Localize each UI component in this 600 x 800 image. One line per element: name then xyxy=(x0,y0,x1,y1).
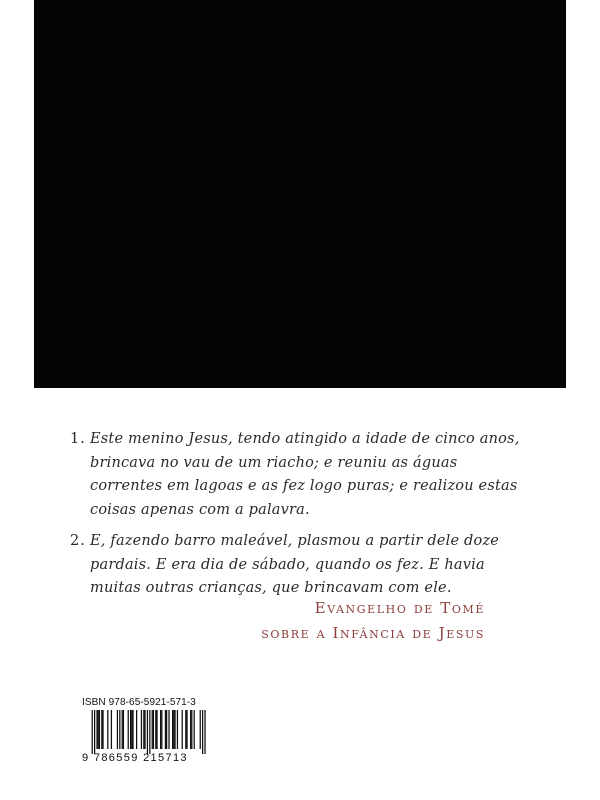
barcode-bar xyxy=(185,710,186,749)
barcode-bar xyxy=(111,710,112,749)
barcode-bar xyxy=(174,710,175,749)
barcode-bar xyxy=(200,710,201,749)
barcode-bar xyxy=(172,710,173,749)
barcode-bar xyxy=(194,710,195,749)
barcode-bar xyxy=(173,710,174,749)
verse-text: E, fazendo barro maleável, plasmou a partir dele doze pardais. E era dia de sábado, quando os fez. E havia muitas outras crianças, que brincavam com ele. xyxy=(90,533,500,596)
barcode-bar xyxy=(204,710,205,754)
verse-item xyxy=(70,428,530,522)
barcode-bar xyxy=(152,710,153,749)
barcode-bar xyxy=(161,710,162,749)
barcode-bar xyxy=(119,710,120,749)
verses-list xyxy=(70,428,530,609)
barcode-bar xyxy=(99,710,100,749)
barcode-bar xyxy=(136,710,137,749)
attribution xyxy=(261,596,485,646)
attribution-line-1: Evangelho de Tomé xyxy=(314,599,485,617)
barcode-bar xyxy=(191,710,192,749)
barcode-bar xyxy=(94,710,95,754)
isbn-barcode xyxy=(82,697,208,767)
isbn-label: ISBN 978-65-5921-571-3 xyxy=(82,697,196,708)
attribution-line-2: sobre a Infância de Jesus xyxy=(261,624,485,642)
barcode-bar xyxy=(141,710,142,749)
barcode-bar xyxy=(98,710,99,749)
barcode-bar xyxy=(123,710,124,749)
barcode-bar xyxy=(132,710,133,749)
cover-image-black-panel xyxy=(34,0,566,388)
barcode-digits: 9 786559 215713 xyxy=(82,752,188,764)
barcode-bar xyxy=(182,710,183,749)
barcode-bar xyxy=(156,710,157,749)
barcode-bar xyxy=(147,710,148,754)
barcode-bar xyxy=(101,710,102,749)
barcode-bar xyxy=(144,710,145,749)
barcode-bar xyxy=(131,710,132,749)
barcode-bar xyxy=(122,710,123,749)
barcode-bar xyxy=(107,710,108,749)
barcode-bar xyxy=(149,710,150,754)
barcode-bar xyxy=(153,710,154,749)
barcode-bar xyxy=(190,710,191,749)
barcode-bar xyxy=(202,710,203,754)
barcode-bar xyxy=(168,710,169,749)
barcode-bar xyxy=(155,710,156,749)
barcode-bar xyxy=(128,710,129,749)
barcode-bar xyxy=(143,710,144,749)
verse-number: 2. xyxy=(70,533,86,549)
barcode-bar xyxy=(117,710,118,749)
barcode-bar xyxy=(165,710,166,749)
verse-number: 1. xyxy=(70,431,86,447)
verse-text: Este menino Jesus, tendo atingido a idade de cinco anos, brincava no vau de um riacho; e reuniu as águas correntes em lagoas e as fez logo puras; e realizou estas coisas apenas com a palavra. xyxy=(90,431,520,518)
barcode-bar xyxy=(177,710,178,749)
barcode-bar xyxy=(102,710,103,749)
barcode-bar xyxy=(96,710,97,749)
barcode-bar xyxy=(166,710,167,749)
barcode-bar xyxy=(186,710,187,749)
barcode-bar xyxy=(160,710,161,749)
barcode-bar xyxy=(92,710,93,754)
verse-item xyxy=(70,530,530,601)
barcode-bar xyxy=(130,710,131,749)
barcode-bars xyxy=(82,710,208,754)
